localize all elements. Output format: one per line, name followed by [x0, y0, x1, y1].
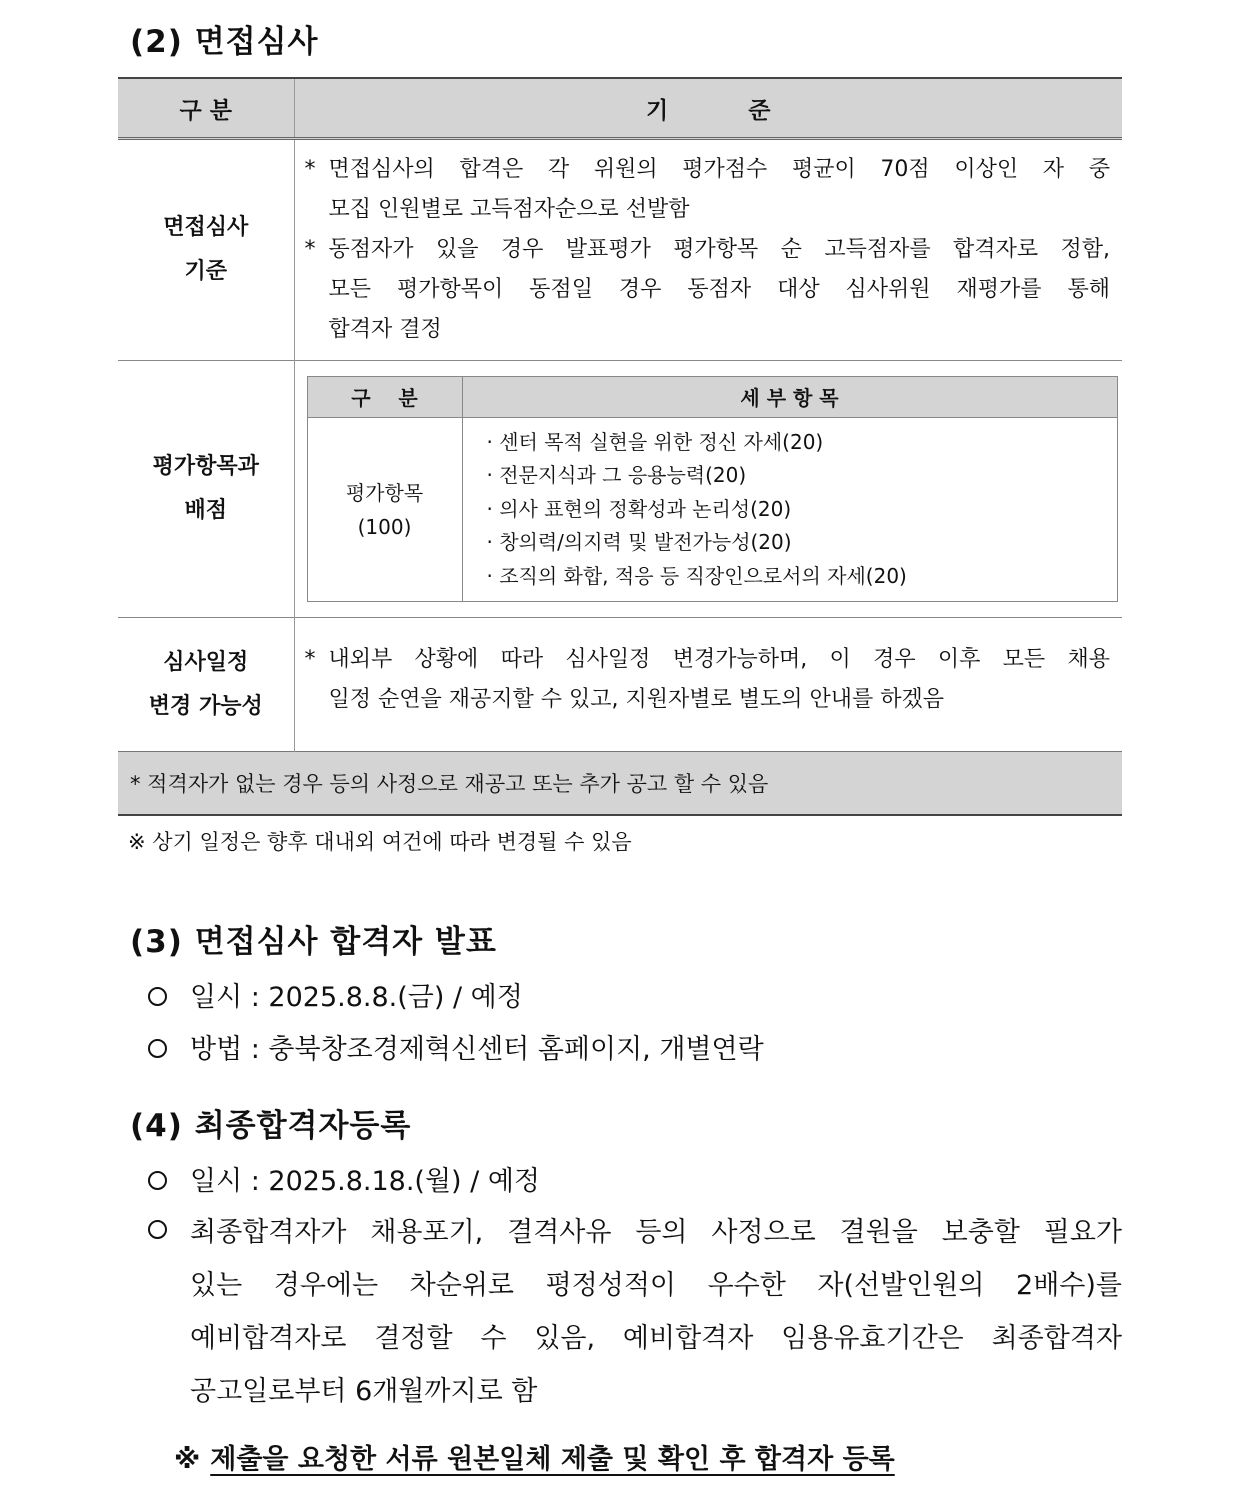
item-text: 방법 : 충북창조경제혁신센터 홈페이지, 개별연락	[190, 1034, 764, 1065]
item-text: 일시 : 2025.8.18.(월) / 예정	[190, 1166, 540, 1197]
inner-row	[307, 417, 1117, 602]
bullet-text: 내외부 상황에 따라 심사일정 변경가능하며, 이 경우 이후 모든 채용	[328, 646, 1110, 672]
table-row	[118, 618, 1122, 752]
circle-bullet-icon	[148, 1171, 167, 1190]
evaluation-cell	[294, 361, 1122, 618]
bullet-star: *	[304, 157, 316, 182]
reserve-candidates-item	[148, 1206, 1122, 1418]
inner-category-cell	[307, 417, 462, 602]
final-notice	[174, 1437, 895, 1476]
criteria-bullet	[305, 150, 1111, 230]
section3-heading: (3) 면접심사 합격자 발표	[130, 924, 497, 960]
category-score: (100)	[357, 514, 412, 539]
section4-heading: (4) 최종합격자등록	[130, 1108, 412, 1144]
row-label-schedule-change	[118, 618, 294, 752]
bullet-text: 합격자 결정	[328, 317, 442, 342]
bullet-text: 일정 순연을 재공지할 수 있고, 지원자별로 별도의 안내를 하겠음	[328, 686, 944, 712]
circle-bullet-icon	[148, 987, 167, 1006]
schedule-footnote: ※ 상기 일정은 향후 대내외 여건에 따라 변경될 수 있음	[128, 830, 632, 854]
row-label-line: 면접심사	[163, 215, 249, 240]
list-item: · 창의력/의지력 및 발전가능성(20)	[486, 530, 792, 555]
criteria-cell	[294, 139, 1122, 361]
interview-criteria-table	[118, 77, 1122, 816]
item-text: 일시 : 2025.8.8.(금) / 예정	[190, 982, 523, 1013]
table-note: * 적격자가 없는 경우 등의 사정으로 재공고 또는 추가 공고 할 수 있음	[118, 752, 1122, 816]
bullet-text: 모집 인원별로 고득점자순으로 선발함	[328, 197, 690, 222]
inner-header-row	[307, 376, 1117, 417]
bullet-star: *	[304, 646, 316, 672]
criteria-bullet	[305, 640, 1111, 720]
final-notice-text: 제출을 요청한 서류 원본일체 제출 및 확인 후 합격자 등록	[210, 1444, 895, 1475]
reference-mark: ※	[174, 1444, 201, 1475]
row-label-line: 기준	[184, 259, 227, 284]
evaluation-items-table	[307, 376, 1118, 603]
list-item: · 조직의 화합, 적응 등 직장인으로서의 자세(20)	[486, 563, 907, 588]
row-label-evaluation-items	[118, 361, 294, 618]
criteria-bullet	[305, 230, 1111, 350]
row-label-line: 배점	[184, 498, 227, 523]
row-label-line: 심사일정	[163, 649, 249, 675]
item-text-line: 최종합격자가 채용포기, 결격사유 등의 사정으로 결원을 보충할 필요가	[190, 1217, 1122, 1248]
row-label-line: 변경 가능성	[148, 693, 263, 719]
inner-details-cell	[462, 417, 1117, 602]
col-header-criteria: 기 준	[294, 78, 1122, 139]
row-label-line: 평가항목과	[152, 454, 259, 479]
bullet-text: 면접심사의 합격은 각 위원의 평가점수 평균이 70점 이상인 자 중	[328, 157, 1110, 182]
table-row	[118, 361, 1122, 618]
item-text-line: 예비합격자로 결정할 수 있음, 예비합격자 임용유효기간은 최종합격자	[190, 1323, 1122, 1354]
schedule-cell	[294, 618, 1122, 752]
table-note-row	[118, 752, 1122, 816]
col-header-category: 구 분	[118, 78, 294, 139]
inner-header-category: 구 분	[307, 376, 462, 417]
circle-bullet-icon	[148, 1220, 167, 1239]
list-item: · 센터 목적 실현을 위한 정신 자세(20)	[486, 429, 824, 454]
bullet-text: 모든 평가항목이 동점일 경우 동점자 대상 심사위원 재평가를 통해	[328, 277, 1110, 302]
section2-heading: (2) 면접심사	[130, 24, 319, 60]
list-item: · 전문지식과 그 응용능력(20)	[486, 463, 747, 488]
inner-header-details: 세 부 항 목	[462, 376, 1117, 417]
bullet-text: 동점자가 있을 경우 발표평가 평가항목 순 고득점자를 합격자로 정함,	[328, 237, 1110, 262]
row-label-interview-criteria	[118, 139, 294, 361]
table-row	[118, 139, 1122, 361]
category-label: 평가항목	[345, 480, 424, 505]
table-header-row	[118, 78, 1122, 139]
item-text	[190, 1206, 1122, 1418]
list-item: · 의사 표현의 정확성과 논리성(20)	[486, 496, 792, 521]
item-text-line: 공고일로부터 6개월까지로 함	[190, 1376, 538, 1407]
circle-bullet-icon	[148, 1039, 167, 1058]
bullet-star: *	[304, 237, 316, 262]
item-text-line: 있는 경우에는 차순위로 평정성적이 우수한 자(선발인원의 2배수)를	[190, 1270, 1122, 1301]
